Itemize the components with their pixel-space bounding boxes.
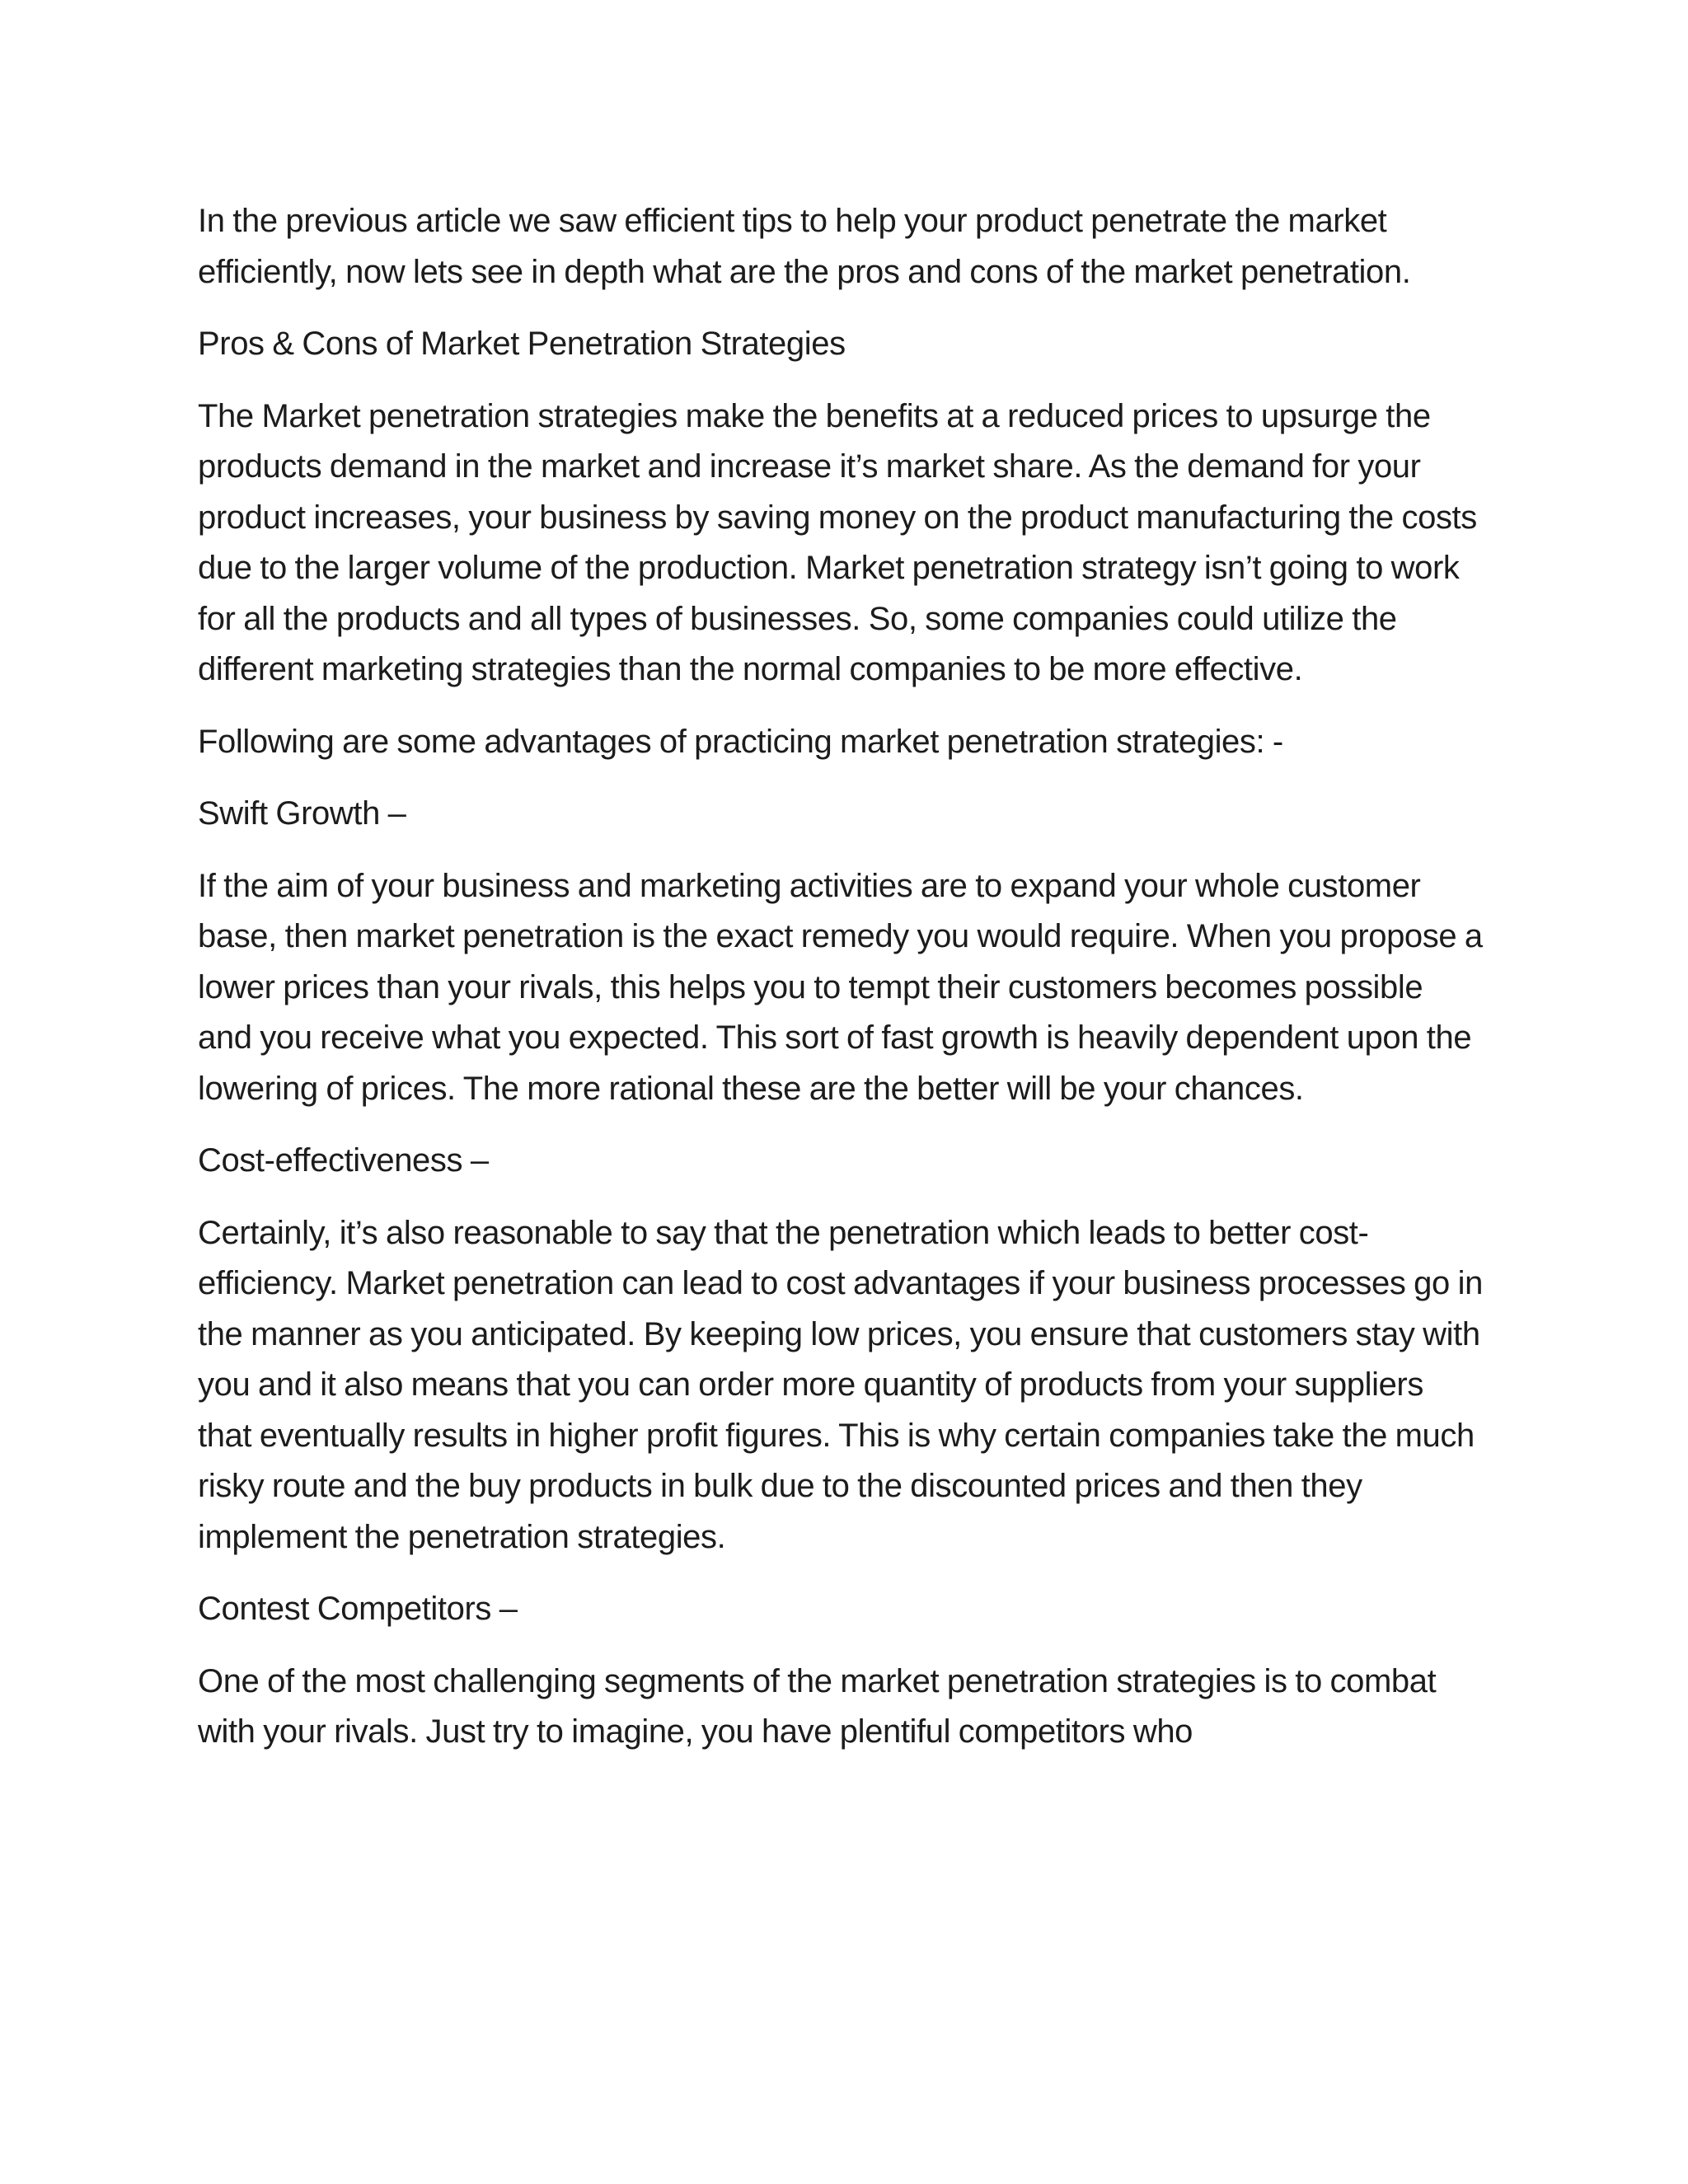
cost-effectiveness-heading: Cost-effectiveness – — [198, 1142, 489, 1179]
overview-paragraph: The Market penetration strategies make the benefits at a reduced prices to upsurge the products demand in the market and increase it’s market share. As the demand for your product increases, your business by saving money on the product manufacturing the costs due to the larger volume of the production. Market penetration strategy isn’t going to work for all the products and all types of businesses. So, some companies could utilize the different marketing strategies than the normal companies to be more effective. — [198, 397, 1477, 687]
swift-growth-paragraph: If the aim of your business and marketing activities are to expand your whole customer base, then market penetration is the exact remedy you would require. When you propose a lower prices than your rivals, this helps you to tempt their customers becomes possible and you receive what you expected. This sort of fast growth is heavily dependent upon the lowering of prices. The more rational these are the better will be your chances. — [198, 867, 1483, 1107]
advantages-intro: Following are some advantages of practicing market penetration strategies: - — [198, 723, 1283, 760]
intro-paragraph: In the previous article we saw efficient tips to help your product penetrate the market efficiently, now lets see in depth what are the pros and cons of the market penetration. — [198, 203, 1411, 290]
contest-competitors-paragraph: One of the most challenging segments of the market penetration strategies is to combat with your rivals. Just try to imagine, you have plentiful competitors who — [198, 1662, 1437, 1750]
contest-competitors-heading: Contest Competitors – — [198, 1591, 518, 1627]
cost-effectiveness-paragraph: Certainly, it’s also reasonable to say that the penetration which leads to better cost-efficiency. Market penetration can lead to cost advantages if your business processes go in the manner as you anticipated. By keeping low prices, you ensure that customers stay with you and it also means that you can order more quantity of products from your suppliers that eventually results in higher profit figures. This is why certain companies take the much risky route and the buy products in bulk due to the discounted prices and then they implement the penetration strategies. — [198, 1214, 1483, 1555]
document-body — [198, 196, 1484, 1779]
swift-growth-heading: Swift Growth – — [198, 795, 406, 832]
section-title: Pros & Cons of Market Penetration Strategies — [198, 326, 846, 362]
